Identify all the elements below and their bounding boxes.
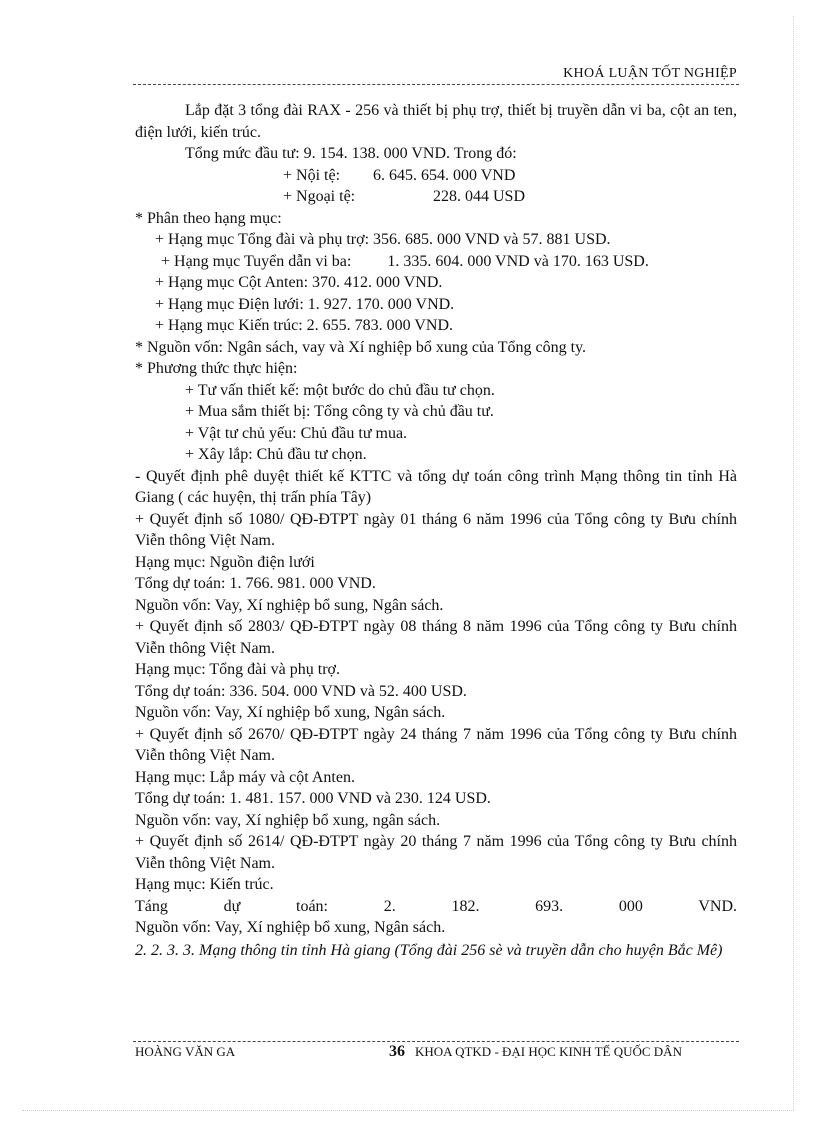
by-category-heading: * Phân theo hạng mục:: [135, 209, 282, 227]
page-edge-bottom: [22, 1110, 794, 1111]
foreign-currency-label: + Ngoại tệ:: [283, 188, 356, 205]
decision-1080-estimate: Tổng dự toán: 1. 766. 981. 000 VND.: [135, 575, 376, 592]
paragraph-installation: Lắp đặt 3 tổng đài RAX - 256 và thiết bị phụ trợ, thiết bị truyền dẫn vi ba, cột an ten, điện lưới, kiến trúc.: [135, 102, 737, 141]
domestic-currency-label: + Nội tệ:: [283, 166, 341, 184]
foreign-currency-line: [135, 186, 737, 208]
category-power-grid: + Hạng mục Điện lưới: 1. 927. 170. 000 VND.: [155, 295, 455, 313]
page-number: 36: [389, 1043, 405, 1060]
foreign-currency-value: 228. 044 USD: [433, 188, 526, 205]
category-architecture: + Hạng mục Kiến trúc: 2. 655. 783. 000 VND.: [155, 317, 454, 334]
decision-2614: + Quyết định số 2614/ QĐ-ĐTPT ngày 20 tháng 7 năm 1996 của Tổng công ty Bưu chính Viễn thông Việt Nam.: [135, 833, 737, 872]
decision-2803: + Quyết định số 2803/ QĐ-ĐTPT ngày 08 tháng 8 năm 1996 của Tổng công ty Bưu chính Viễn thông Việt Nam.: [135, 618, 737, 657]
page-footer: [133, 1041, 739, 1066]
decision-1080: + Quyết định số 1080/ QĐ-ĐTPT ngày 01 tháng 6 năm 1996 của Tổng công ty Bưu chính Viễn thông Việt Nam.: [135, 510, 737, 549]
decision-2803-category: Hạng mục: Tổng đài và phụ trợ.: [135, 661, 341, 678]
total-investment: Tổng mức đầu tư: 9. 154. 138. 000 VND. Trong đó:: [185, 145, 517, 162]
header-title: KHOÁ LUẬN TỐT NGHIỆP: [563, 66, 737, 81]
method-materials: + Vật tư chủ yếu: Chủ đầu tư mua.: [185, 424, 408, 442]
decision-2803-estimate: Tổng dự toán: 336. 504. 000 VND và 52. 400 USD.: [135, 682, 467, 700]
decision-2670-funding: Nguồn vốn: vay, Xí nghiệp bổ xung, ngân sách.: [135, 811, 441, 829]
decision-2614-funding: Nguồn vốn: Vay, Xí nghiệp bổ xung, Ngân sách.: [135, 919, 446, 936]
document-body: [135, 100, 737, 961]
method-consulting: + Tư vấn thiết kế: một bước do chủ đầu tư chọn.: [185, 381, 495, 399]
category-microwave: + Hạng mục Tuyển dẫn vi ba: 1. 335. 604. 000 VND và 170. 163 USD.: [161, 252, 649, 270]
page-edge-right: [793, 16, 794, 1110]
funding-source: * Nguồn vốn: Ngân sách, vay và Xí nghiệp bổ xung của Tổng công ty.: [135, 338, 587, 356]
approval-decision-intro: - Quyết định phê duyệt thiết kế KTTC và tổng dự toán công trình Mạng thông tin tỉnh Hà Giang ( các huyện, thị trấn phía Tây): [135, 467, 737, 506]
decision-2670-category: Hạng mục: Lắp máy và cột Anten.: [135, 768, 355, 786]
implementation-method: * Phương thức thực hiện:: [135, 360, 298, 377]
domestic-currency-value: 6. 645. 654. 000 VND: [373, 166, 516, 184]
page-header: [133, 62, 739, 85]
section-heading-2-2-3-3: 2. 2. 3. 3. Mạng thông tin tỉnh Hà giang (Tổng đài 256 sè và truyền dẫn cho huyện Bắc Mê): [135, 941, 723, 959]
footer-author: HOÀNG VĂN GA: [135, 1044, 236, 1059]
footer-institution: KHOA QTKD - ĐẠI HỌC KINH TẾ QUỐC DÂN: [415, 1044, 682, 1059]
decision-2614-category: Hạng mục: Kiến trúc.: [135, 876, 274, 893]
decision-1080-category: Hạng mục: Nguồn điện lưới: [135, 553, 315, 571]
category-antenna: + Hạng mục Cột Anten: 370. 412. 000 VND.: [155, 274, 443, 291]
decision-2614-estimate: Táng dự toán: 2. 182. 693. 000 VND.: [135, 897, 737, 915]
decision-2670: + Quyết định số 2670/ QĐ-ĐTPT ngày 24 tháng 7 năm 1996 của Tổng công ty Bưu chính Viễn thông Việt Nam.: [135, 725, 737, 764]
category-switchboard: + Hạng mục Tổng đài và phụ trợ: 356. 685. 000 VND và 57. 881 USD.: [155, 231, 611, 248]
method-procurement: + Mua sắm thiết bị: Tổng công ty và chủ đầu tư.: [185, 403, 494, 420]
decision-1080-funding: Nguồn vốn: Vay, Xí nghiệp bổ sung, Ngân sách.: [135, 596, 444, 614]
domestic-currency-line: [135, 165, 737, 187]
decision-2803-funding: Nguồn vốn: Vay, Xí nghiệp bổ xung, Ngân sách.: [135, 704, 446, 721]
method-construction: + Xây lắp: Chủ đầu tư chọn.: [185, 446, 367, 463]
decision-2670-estimate: Tổng dự toán: 1. 481. 157. 000 VND và 230. 124 USD.: [135, 790, 491, 807]
